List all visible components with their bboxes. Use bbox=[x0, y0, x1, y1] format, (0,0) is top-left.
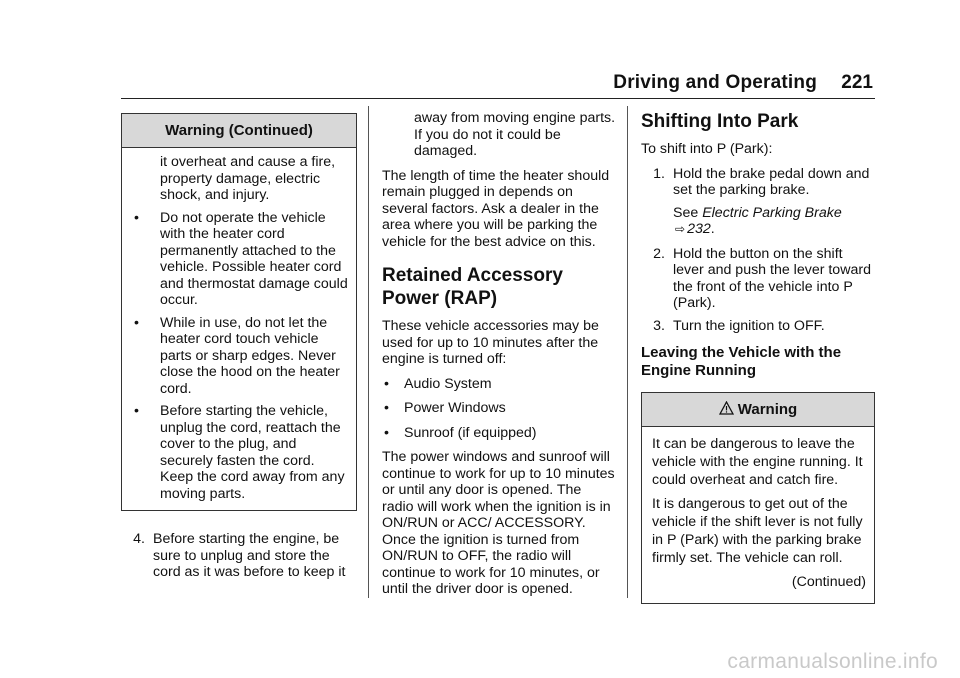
bullet-mark: • bbox=[134, 209, 139, 226]
bullet-mark: • bbox=[134, 314, 139, 331]
see-suffix: . bbox=[710, 221, 715, 237]
cross-reference bbox=[641, 205, 875, 238]
column-1 bbox=[121, 113, 357, 587]
list-item bbox=[382, 425, 616, 442]
warning-box-title bbox=[642, 393, 874, 427]
continued-label: (Continued) bbox=[791, 574, 866, 590]
see-page[interactable]: 232 bbox=[687, 221, 711, 237]
list-item-text: Power Windows bbox=[404, 400, 506, 416]
column-divider bbox=[627, 106, 628, 598]
step-number: 3. bbox=[653, 317, 665, 334]
list-item-text: Sunroof (if equipped) bbox=[404, 424, 537, 441]
see-link[interactable]: Electric Parking Brake bbox=[702, 204, 842, 221]
page-header bbox=[121, 72, 875, 99]
list-item bbox=[382, 400, 616, 417]
list-item-text: Do not operate the vehicle with the heater cord permanently attached to the vehicle. Possible heater cord and thermostat damage could occur. bbox=[160, 209, 348, 308]
step-1 bbox=[641, 166, 875, 199]
paragraph: The power windows and sunroof will continue to work for up to 10 minutes or until any door is opened. The radio will work when the ignition is in ON/RUN or ACC/ ACCESSORY. Once the ignition is turned from ON/RUN to OFF, the radio will continue to work for 10 minutes, or until the driver door is opened. bbox=[382, 449, 615, 597]
column-3 bbox=[641, 110, 875, 604]
paragraph: The length of time the heater should remain plugged in depends on several factors. Ask a dealer in the area where you will be parking the vehicle for the best advice on this. bbox=[382, 167, 610, 250]
page-number: 221 bbox=[841, 72, 873, 93]
step-text: Hold the button on the shift lever and push the lever toward the front of the vehicle into P (Park). bbox=[673, 245, 871, 311]
bullet-mark: • bbox=[384, 375, 389, 392]
step-text: Turn the ignition to OFF. bbox=[673, 317, 825, 334]
column-divider bbox=[368, 106, 369, 598]
bullet-mark: • bbox=[384, 400, 389, 416]
section-heading-rap: Retained Accessory Power (RAP) bbox=[382, 265, 563, 309]
warning-text: It can be dangerous to leave the vehicle with the engine running. It could overheat and catch fire. bbox=[652, 436, 863, 488]
paragraph: These vehicle accessories may be used for up to 10 minutes after the engine is turned off: bbox=[382, 318, 599, 367]
step-number: 2. bbox=[653, 245, 665, 262]
warning-box-continued bbox=[121, 113, 357, 511]
list-item bbox=[132, 210, 348, 309]
column-2 bbox=[382, 110, 616, 606]
step-number: 4. bbox=[133, 531, 145, 547]
step-text: Before starting the engine, be sure to unplug and store the cord as it was before to keep it bbox=[153, 531, 346, 580]
warning-box bbox=[641, 392, 875, 604]
see-prefix: See bbox=[673, 204, 703, 221]
step-number: 1. bbox=[653, 165, 665, 182]
section-title: Driving and Operating bbox=[613, 72, 817, 93]
step-2 bbox=[641, 246, 875, 312]
list-item bbox=[132, 403, 348, 502]
step-3 bbox=[641, 318, 875, 335]
list-item-text: Before starting the vehicle, unplug the cord, reattach the cover to the plug, and securely fasten the cord. Keep the cord away from any moving parts. bbox=[160, 403, 345, 502]
bullet-mark: • bbox=[134, 403, 139, 419]
list-item-text: Audio System bbox=[404, 375, 492, 392]
warning-title-text: Warning bbox=[737, 401, 798, 418]
warning-box-body bbox=[642, 427, 874, 603]
step-4 bbox=[121, 531, 357, 581]
paragraph: To shift into P (Park): bbox=[641, 141, 773, 157]
list-item bbox=[132, 315, 348, 398]
list-item bbox=[382, 376, 616, 393]
step-4-continued: away from moving engine parts. If you do not it could be damaged. bbox=[414, 110, 616, 159]
warning-icon bbox=[719, 394, 734, 427]
watermark: carmanualsonline.info bbox=[727, 650, 938, 673]
step-text: Hold the brake pedal down and set the parking brake. bbox=[673, 165, 870, 198]
warning-continued-text: it overheat and cause a fire, property damage, electric shock, and injury. bbox=[160, 154, 336, 203]
warning-text: It is dangerous to get out of the vehicle if the shift lever is not fully in P (Park) with the parking brake firmly set. The vehicle can roll. bbox=[652, 496, 863, 566]
warning-box-title: Warning (Continued) bbox=[122, 114, 356, 148]
warning-box-body bbox=[122, 148, 356, 510]
list-item-text: While in use, do not let the heater cord touch vehicle parts or sharp edges. Never close the hood on the heater cord. bbox=[160, 314, 340, 397]
section-heading-park: Shifting Into Park bbox=[641, 111, 799, 132]
subsection-heading: Leaving the Vehicle with the Engine Running bbox=[641, 344, 842, 379]
page-ref-icon: ⇨ bbox=[675, 222, 686, 236]
bullet-mark: • bbox=[384, 424, 389, 441]
